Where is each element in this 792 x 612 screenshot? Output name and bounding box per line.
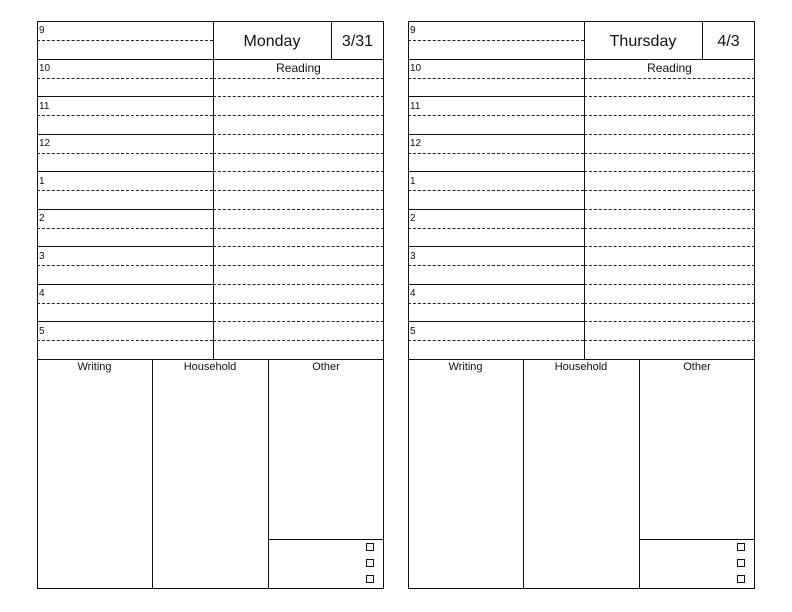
writing-label: Writing — [448, 361, 483, 373]
half-hour-rule — [408, 190, 584, 191]
reading-rule — [584, 340, 755, 341]
reading-rule — [584, 284, 755, 285]
column-divider — [268, 359, 269, 589]
day-name: Thursday — [609, 33, 677, 50]
reading-rule — [213, 265, 384, 266]
hour-label-4: 4 — [410, 288, 416, 299]
hour-label-11: 11 — [39, 101, 50, 112]
checkbox[interactable] — [366, 575, 374, 583]
hour-rule — [37, 96, 213, 97]
reading-rule — [584, 134, 755, 135]
reading-label: Reading — [276, 61, 321, 75]
hour-rule — [408, 134, 584, 135]
half-hour-rule — [408, 115, 584, 116]
checkbox[interactable] — [737, 575, 745, 583]
reading-rule — [584, 115, 755, 116]
other-label: Other — [683, 361, 711, 373]
hour-rule — [408, 171, 584, 172]
half-hour-rule — [37, 265, 213, 266]
household-label: Household — [183, 361, 237, 373]
half-hour-rule — [408, 40, 584, 41]
hour-label-12: 12 — [39, 138, 51, 149]
hour-label-4: 4 — [39, 288, 45, 299]
half-hour-rule — [37, 228, 213, 229]
column-divider — [152, 359, 153, 589]
checklist-rule — [268, 539, 384, 540]
hour-rule — [37, 59, 384, 60]
reading-rule — [213, 78, 384, 79]
hour-label-3: 3 — [410, 251, 416, 262]
half-hour-rule — [37, 40, 213, 41]
column-divider — [639, 359, 640, 589]
day-name: Monday — [243, 33, 301, 50]
hour-label-10: 10 — [410, 63, 422, 74]
half-hour-rule — [408, 153, 584, 154]
reading-rule — [213, 303, 384, 304]
half-hour-rule — [408, 303, 584, 304]
reading-rule — [213, 115, 384, 116]
half-hour-rule — [37, 153, 213, 154]
reading-rule — [584, 303, 755, 304]
reading-label: Reading — [647, 61, 692, 75]
hour-rule — [37, 321, 213, 322]
planner-page-right — [408, 21, 755, 589]
reading-rule — [213, 321, 384, 322]
half-hour-rule — [37, 78, 213, 79]
hour-label-3: 3 — [39, 251, 45, 262]
hour-rule — [408, 59, 755, 60]
page-border — [37, 21, 384, 589]
hour-rule — [37, 246, 213, 247]
page-border — [408, 21, 755, 589]
reading-rule — [213, 340, 384, 341]
hour-label-1: 1 — [410, 176, 416, 187]
half-hour-rule — [408, 78, 584, 79]
hour-rule — [37, 134, 213, 135]
hour-label-5: 5 — [39, 326, 45, 337]
half-hour-rule — [408, 340, 584, 341]
half-hour-rule — [37, 190, 213, 191]
reading-rule — [584, 321, 755, 322]
section-rule — [408, 359, 755, 360]
other-label: Other — [312, 361, 340, 373]
hour-rule — [37, 209, 213, 210]
hour-label-1: 1 — [39, 176, 45, 187]
reading-rule — [584, 246, 755, 247]
checkbox[interactable] — [366, 559, 374, 567]
hour-label-9: 9 — [39, 25, 45, 36]
reading-rule — [213, 209, 384, 210]
half-hour-rule — [37, 115, 213, 116]
checkbox[interactable] — [737, 543, 745, 551]
reading-rule — [213, 153, 384, 154]
hour-label-9: 9 — [410, 25, 416, 36]
checkbox[interactable] — [737, 559, 745, 567]
planner-page-left — [37, 21, 384, 589]
hour-rule — [408, 321, 584, 322]
reading-rule — [584, 153, 755, 154]
hour-label-12: 12 — [410, 138, 422, 149]
reading-rule — [213, 228, 384, 229]
date-label: 4/3 — [717, 33, 740, 50]
hour-label-2: 2 — [39, 213, 45, 224]
half-hour-rule — [408, 228, 584, 229]
reading-rule — [213, 134, 384, 135]
checklist-rule — [639, 539, 755, 540]
hour-label-5: 5 — [410, 326, 416, 337]
reading-rule — [213, 284, 384, 285]
reading-rule — [584, 228, 755, 229]
reading-rule — [213, 171, 384, 172]
writing-label: Writing — [77, 361, 112, 373]
reading-rule — [584, 190, 755, 191]
hour-label-10: 10 — [39, 63, 51, 74]
hour-label-2: 2 — [410, 213, 416, 224]
reading-rule — [213, 96, 384, 97]
date-label: 3/31 — [341, 33, 374, 50]
hour-rule — [37, 284, 213, 285]
reading-rule — [584, 171, 755, 172]
hour-rule — [408, 209, 584, 210]
half-hour-rule — [37, 340, 213, 341]
hour-rule — [408, 284, 584, 285]
half-hour-rule — [37, 303, 213, 304]
reading-rule — [213, 190, 384, 191]
household-label: Household — [554, 361, 608, 373]
hour-rule — [408, 96, 584, 97]
hour-rule — [37, 171, 213, 172]
reading-rule — [584, 265, 755, 266]
reading-rule — [584, 78, 755, 79]
reading-rule — [213, 246, 384, 247]
half-hour-rule — [408, 265, 584, 266]
section-rule — [37, 359, 384, 360]
column-divider — [523, 359, 524, 589]
reading-rule — [584, 96, 755, 97]
hour-rule — [408, 246, 584, 247]
checkbox[interactable] — [366, 543, 374, 551]
hour-label-11: 11 — [410, 101, 421, 112]
reading-rule — [584, 209, 755, 210]
